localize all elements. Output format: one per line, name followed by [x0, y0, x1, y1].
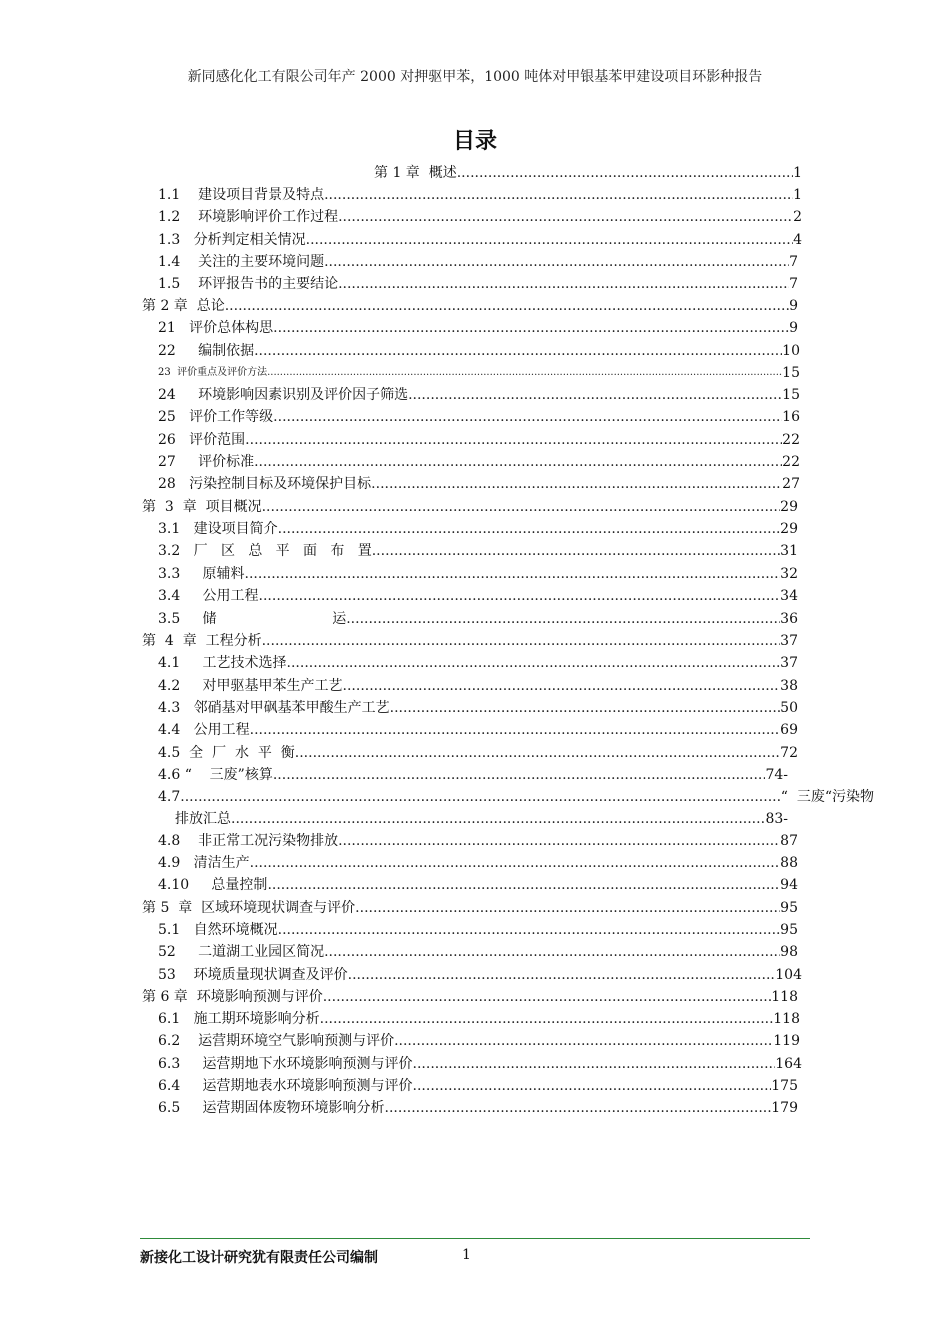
toc-leader: [324, 184, 793, 206]
toc-entry-label: 27 评价标准: [158, 454, 255, 470]
toc-leader: [262, 630, 781, 652]
toc-entry[interactable]: [142, 897, 798, 919]
toc-leader: [273, 764, 766, 786]
toc-entry-label: 52 二道湖工业园区简况: [158, 944, 325, 960]
toc-entry-page: 34: [780, 588, 798, 604]
toc-leader: [254, 340, 782, 362]
toc-leader: [338, 273, 789, 295]
toc-entry[interactable]: [158, 941, 798, 963]
toc-entry-label: 4.6 “ 三废”核算: [158, 767, 273, 783]
toc-leader: [295, 742, 780, 764]
toc-entry[interactable]: [158, 964, 802, 986]
toc-entry-label: 第 4 章 工程分析: [142, 633, 262, 649]
toc-title: 目录: [452, 129, 497, 154]
toc-entry-label: 26 评价范围: [158, 432, 246, 448]
toc-entry-page: 9: [789, 298, 798, 314]
toc-entry[interactable]: [158, 406, 800, 428]
toc-entry-page: 72: [780, 745, 798, 761]
toc-entry[interactable]: [175, 808, 788, 830]
toc-entry[interactable]: [158, 675, 798, 697]
toc-entry-label: 4.10 总量控制: [158, 877, 268, 893]
toc-entry-page: 32: [780, 566, 798, 582]
toc-entry-label: 第 2 章 总论: [142, 298, 225, 314]
toc-entry-page: 10: [782, 343, 800, 359]
toc-leader: [278, 518, 781, 540]
toc-entry-label: 6.5 运营期固体废物环境影响分析: [158, 1100, 385, 1116]
toc-entry-label: 3.5 储 运: [158, 611, 347, 627]
toc-entry[interactable]: [158, 429, 800, 451]
toc-entry-label: 4.9 清洁生产: [158, 855, 250, 871]
toc-entry-page: 29: [780, 499, 798, 515]
toc-entry[interactable]: [158, 451, 800, 473]
toc-entry-label: 5.1 自然环境概况: [158, 922, 278, 938]
toc-leader: [278, 919, 781, 941]
toc-entry[interactable]: [158, 608, 798, 630]
toc-entry-page: 1: [793, 187, 802, 203]
toc-entry-page: 98: [780, 944, 798, 960]
toc-entry[interactable]: [158, 1075, 798, 1097]
toc-entry-label: 第 3 章 项目概况: [142, 499, 262, 515]
toc-entry[interactable]: [142, 496, 798, 518]
toc-entry-page: 2: [793, 209, 802, 225]
toc-leader: [259, 585, 781, 607]
toc-leader: [231, 808, 765, 830]
toc-leader: [267, 874, 780, 896]
toc-entry-label: 第 6 章 环境影响预测与评价: [142, 989, 323, 1005]
toc-leader: [457, 162, 793, 184]
toc-leader: [408, 384, 782, 406]
toc-leader: [287, 652, 781, 674]
toc-leader: [394, 1030, 773, 1052]
toc-entry-page: 119: [773, 1033, 800, 1049]
toc-leader: [413, 1053, 776, 1075]
toc-entry-page: 164: [775, 1056, 802, 1072]
toc-leader: [372, 540, 780, 562]
toc-entry[interactable]: [158, 362, 800, 384]
toc-entry-page: 95: [780, 922, 798, 938]
toc-entry-page: 37: [780, 633, 798, 649]
toc-entry-page: 38: [780, 678, 798, 694]
toc-leader: [343, 675, 781, 697]
toc-leader: [324, 251, 789, 273]
toc-entry[interactable]: [158, 742, 798, 764]
toc-entry-label: 53 环境质量现状调查及评价: [158, 967, 348, 983]
toc-entry[interactable]: [158, 585, 798, 607]
toc-entry-label: 25 评价工作等级: [158, 409, 274, 425]
toc-entry[interactable]: [158, 473, 800, 495]
toc-entry[interactable]: [158, 919, 798, 941]
toc-entry-label: 第 5 章 区域环境现状调查与评价: [142, 900, 356, 916]
toc-entry-label: 4.4 公用工程: [158, 722, 250, 738]
toc-entry-label: 3.4 公用工程: [158, 588, 259, 604]
toc-leader: [180, 786, 781, 808]
toc-leader: [355, 897, 780, 919]
page-number: 1: [462, 1247, 471, 1263]
toc-entry-page: 118: [771, 989, 798, 1005]
toc-leader: [390, 697, 781, 719]
toc-entry-label: 6.3 运营期地下水环境影响预测与评价: [158, 1056, 413, 1072]
toc-entry-page: 15: [782, 387, 800, 403]
toc-entry[interactable]: [158, 1008, 800, 1030]
toc-entry-label: 4.5 全 厂 水 平 衡: [158, 745, 295, 761]
toc-entry[interactable]: [158, 764, 788, 786]
toc-entry-label: 3.1 建设项目简介: [158, 521, 278, 537]
toc-entry-page: 87: [780, 833, 798, 849]
toc-entry-label: 4.1 工艺技术选择: [158, 655, 287, 671]
toc-leader: [250, 719, 781, 741]
toc-leader: [262, 496, 781, 518]
toc-entry-page: 83-: [765, 811, 788, 827]
toc-leader: [348, 964, 776, 986]
toc-entry-page: 88: [780, 855, 798, 871]
toc-leader: [273, 317, 789, 339]
toc-entry[interactable]: [158, 652, 798, 674]
toc-entry-label: 4.2 对甲驱基甲苯生产工艺: [158, 678, 343, 694]
toc-entry[interactable]: [158, 1030, 800, 1052]
toc-entry-label: 22 编制依据: [158, 343, 255, 359]
toc-leader: [323, 986, 772, 1008]
toc-leader: [273, 406, 782, 428]
toc-leader: [306, 229, 793, 251]
toc-leader: [338, 830, 780, 852]
toc-entry-label: 4.8 非正常工况污染物排放: [158, 833, 339, 849]
toc-entry[interactable]: [158, 1053, 802, 1075]
toc-entry-label: 23 评价重点及评价方法: [158, 367, 268, 378]
toc-entry-page: 15: [782, 365, 800, 381]
toc-entry-page: 118: [773, 1011, 800, 1027]
footer-rule: [140, 1238, 810, 1239]
toc-entry[interactable]: [158, 518, 798, 540]
footer-org: 新接化工设计研究犹有限责任公司编制: [140, 1250, 378, 1266]
toc-entry[interactable]: [374, 162, 802, 184]
toc-entry[interactable]: [158, 273, 798, 295]
toc-entry-label: 21 评价总体构思: [158, 320, 274, 336]
toc-entry-page: 36: [780, 611, 798, 627]
toc-entry[interactable]: [158, 251, 798, 273]
toc-entry-page: 7: [789, 254, 798, 270]
toc-entry[interactable]: [158, 563, 798, 585]
toc-entry[interactable]: [158, 830, 798, 852]
toc-entry-page: 50: [780, 700, 798, 716]
toc-leader: [385, 1097, 772, 1119]
toc-entry-page: 4: [793, 232, 802, 248]
toc-leader: [250, 852, 781, 874]
toc-entry-page: 7: [789, 276, 798, 292]
toc-entry-page: 104: [775, 967, 802, 983]
toc-entry-page: 16: [782, 409, 800, 425]
toc-entry[interactable]: [158, 229, 802, 251]
toc-entry-label: 6.1 施工期环境影响分析: [158, 1011, 320, 1027]
toc-leader: [245, 563, 781, 585]
toc-entry-label: 排放汇总: [175, 811, 231, 827]
toc-leader: [320, 1008, 774, 1030]
toc-leader: [338, 206, 793, 228]
toc-leader: [225, 295, 789, 317]
page-header: 新同感化化工有限公司年产 2000 对押驱甲苯，1000 吨体对甲银基苯甲建设项目环影种报告: [187, 69, 763, 85]
toc-entry[interactable]: [158, 317, 798, 339]
toc-entry-page: 175: [771, 1078, 798, 1094]
toc-leader: [254, 451, 782, 473]
toc-entry-label: 3.3 原辅料: [158, 566, 245, 582]
toc-entry-label: 4.3 邻硝基对甲砜基苯甲酸生产工艺: [158, 700, 390, 716]
toc-entry-label: 24 环境影响因素识别及评价因子筛选: [158, 387, 409, 403]
toc-entry-label: 4.7: [158, 789, 181, 805]
toc-entry-label: 1.4 关注的主要环境问题: [158, 254, 325, 270]
toc-entry[interactable]: [158, 719, 798, 741]
toc-entry-label: 6.4 运营期地表水环境影响预测与评价: [158, 1078, 413, 1094]
toc-entry-page: 95: [780, 900, 798, 916]
toc-entry-page: 29: [780, 521, 798, 537]
toc-entry-page: 22: [782, 454, 800, 470]
toc-entry[interactable]: [142, 295, 798, 317]
toc-entry-label: 1.2 环境影响评价工作过程: [158, 209, 339, 225]
toc-entry-page: 1: [793, 165, 802, 181]
toc-entry[interactable]: [142, 986, 798, 1008]
toc-entry[interactable]: [158, 697, 798, 719]
toc-entry-page: 27: [782, 476, 800, 492]
toc-entry[interactable]: [158, 540, 798, 562]
toc-entry-page: “ 三废“污染物: [780, 789, 874, 805]
toc-leader: [267, 362, 782, 384]
toc-entry[interactable]: [158, 874, 798, 896]
toc-entry-label: 1.3 分析判定相关情况: [158, 232, 306, 248]
toc-leader: [324, 941, 780, 963]
toc-entry-label: 28 污染控制目标及环境保护目标: [158, 476, 372, 492]
toc-leader: [245, 429, 782, 451]
toc-entry-page: 74-: [765, 767, 788, 783]
toc-entry-page: 9: [789, 320, 798, 336]
toc-entry[interactable]: [142, 630, 798, 652]
toc-entry-label: 3.2 厂 区 总 平 面 布 置: [158, 543, 372, 559]
toc-entry-page: 94: [780, 877, 798, 893]
toc-entry[interactable]: [158, 852, 798, 874]
toc-entry-label: 1.1 建设项目背景及特点: [158, 187, 325, 203]
toc-leader: [371, 473, 782, 495]
toc-entry-label: 1.5 环评报告书的主要结论: [158, 276, 339, 292]
toc-entry-label: 第 1 章 概述: [374, 165, 457, 181]
toc-entry-page: 37: [780, 655, 798, 671]
toc-entry[interactable]: [158, 206, 802, 228]
toc-leader: [346, 608, 780, 630]
toc-entry-page: 69: [780, 722, 798, 738]
toc-entry[interactable]: [158, 786, 874, 808]
toc-entry[interactable]: [158, 340, 800, 362]
toc-leader: [413, 1075, 772, 1097]
toc-entry[interactable]: [158, 184, 802, 206]
toc-entry[interactable]: [158, 1097, 798, 1119]
toc-entry-page: 179: [771, 1100, 798, 1116]
toc-entry-page: 22: [782, 432, 800, 448]
toc-entry-page: 31: [780, 543, 798, 559]
toc-entry-label: 6.2 运营期环境空气影响预测与评价: [158, 1033, 395, 1049]
toc-entry[interactable]: [158, 384, 800, 406]
